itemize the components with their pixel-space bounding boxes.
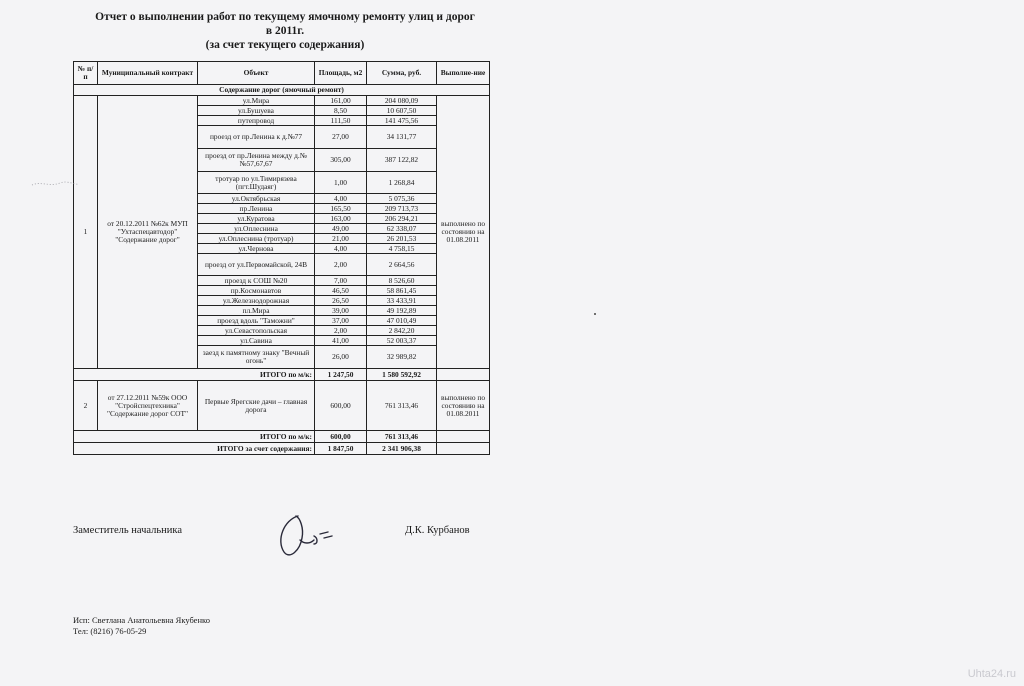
signature-name: Д.К. Курбанов <box>405 525 470 536</box>
sum-cell: 2 664,56 <box>367 254 437 276</box>
header-num: № п/п <box>74 62 98 85</box>
area-cell: 165,50 <box>315 204 367 214</box>
object-cell: пр.Космонавтов <box>198 286 315 296</box>
table-row <box>74 381 490 431</box>
header-contract: Муниципальный контракт <box>98 62 198 85</box>
object-cell: ул.Октябрьская <box>198 194 315 204</box>
sum-cell: 62 338,07 <box>367 224 437 234</box>
area-cell: 161,00 <box>315 96 367 106</box>
sum-cell: 49 192,89 <box>367 306 437 316</box>
header-sum: Сумма, руб. <box>367 62 437 85</box>
contract1-total-label: ИТОГО по м/к: <box>74 369 315 381</box>
object-cell: тротуар по ул.Тимирязева (пгт.Шудаяг) <box>198 172 315 194</box>
sum-cell: 5 075,36 <box>367 194 437 204</box>
sum-cell: 10 607,50 <box>367 106 437 116</box>
object-cell: ул.Чернова <box>198 244 315 254</box>
object-cell: ул.Железнодорожная <box>198 296 315 306</box>
section-row <box>74 85 490 96</box>
sum-cell: 141 475,56 <box>367 116 437 126</box>
header-row <box>74 62 490 85</box>
scan-dot <box>594 313 596 315</box>
sum-cell: 387 122,82 <box>367 149 437 172</box>
area-cell: 1,00 <box>315 172 367 194</box>
sum-cell: 58 861,45 <box>367 286 437 296</box>
area-cell: 26,00 <box>315 346 367 369</box>
area-cell: 8,50 <box>315 106 367 116</box>
object-cell: пл.Мира <box>198 306 315 316</box>
header-area: Площадь, м2 <box>315 62 367 85</box>
header-object: Объект <box>198 62 315 85</box>
object-cell: проезд от пр.Ленина между д.№№57,67,67 <box>198 149 315 172</box>
area-cell: 27,00 <box>315 126 367 149</box>
executor-name: Исп: Светлана Анатольевна Якубенко <box>73 615 210 625</box>
area-cell: 49,00 <box>315 224 367 234</box>
handwritten-signature <box>270 510 350 560</box>
area-cell: 7,00 <box>315 276 367 286</box>
scan-smudge <box>30 175 80 195</box>
contract2-total-sum: 761 313,46 <box>367 431 437 443</box>
object-cell: пр.Ленина <box>198 204 315 214</box>
area-cell: 111,50 <box>315 116 367 126</box>
sum-cell: 209 713,73 <box>367 204 437 214</box>
sum-cell: 8 526,60 <box>367 276 437 286</box>
contract1-total-sum: 1 580 592,92 <box>367 369 437 381</box>
title-line-2: в 2011г. <box>265 25 305 37</box>
section-title: Содержание дорог (ямочный ремонт) <box>74 85 490 96</box>
grand-total-empty <box>437 443 490 455</box>
sum-cell: 1 268,84 <box>367 172 437 194</box>
contract1-contract: от 20.12.2011 №62к МУП "Ухтаспецавтодор" "Содержание дорог" <box>98 96 198 369</box>
area-cell: 37,00 <box>315 316 367 326</box>
report-title <box>60 10 510 52</box>
sum-cell: 206 294,21 <box>367 214 437 224</box>
area-cell: 2,00 <box>315 326 367 336</box>
contract2-total-label: ИТОГО по м/к: <box>74 431 315 443</box>
object-cell: проезд к СОШ №20 <box>198 276 315 286</box>
area-cell: 46,50 <box>315 286 367 296</box>
object-cell: заезд к памятному знаку "Вечный огонь" <box>198 346 315 369</box>
object-cell: ул.Севастопольская <box>198 326 315 336</box>
sum-cell: 204 080,09 <box>367 96 437 106</box>
contract2-total-area: 600,00 <box>315 431 367 443</box>
area-cell: 305,00 <box>315 149 367 172</box>
contract2-sum: 761 313,46 <box>367 381 437 431</box>
object-cell: проезд вдоль "Таможни" <box>198 316 315 326</box>
table-row <box>74 96 490 106</box>
executor-phone: Тел: (8216) 76-05-29 <box>73 626 147 636</box>
object-cell: ул.Мира <box>198 96 315 106</box>
contract2-object: Первые Ярегские дачи – главная дорога <box>198 381 315 431</box>
object-cell: ул.Бушуева <box>198 106 315 116</box>
title-line-1: Отчет о выполнении работ по текущему ямочному ремонту улиц и дорог <box>95 11 475 23</box>
area-cell: 163,00 <box>315 214 367 224</box>
contract1-total-area: 1 247,50 <box>315 369 367 381</box>
area-cell: 41,00 <box>315 336 367 346</box>
sum-cell: 26 201,53 <box>367 234 437 244</box>
executor-info <box>73 615 210 637</box>
contract2-total-row <box>74 431 490 443</box>
sum-cell: 4 758,15 <box>367 244 437 254</box>
header-status: Выполне-ние <box>437 62 490 85</box>
watermark: Uhta24.ru <box>967 668 1016 680</box>
signature-position: Заместитель начальника <box>73 525 183 536</box>
sum-cell: 47 010,49 <box>367 316 437 326</box>
contract1-total-row <box>74 369 490 381</box>
object-cell: проезд от пр.Ленина к д.№77 <box>198 126 315 149</box>
area-cell: 4,00 <box>315 244 367 254</box>
object-cell: путепровод <box>198 116 315 126</box>
area-cell: 21,00 <box>315 234 367 244</box>
sum-cell: 34 131,77 <box>367 126 437 149</box>
contract1-total-empty <box>437 369 490 381</box>
sum-cell: 52 003,37 <box>367 336 437 346</box>
area-cell: 4,00 <box>315 194 367 204</box>
report-table <box>73 61 490 455</box>
contract2-area: 600,00 <box>315 381 367 431</box>
contract1-status: выполнено по состоянию на 01.08.2011 <box>437 96 490 369</box>
title-line-3: (за счет текущего содержания) <box>205 39 365 51</box>
grand-total-area: 1 847,50 <box>315 443 367 455</box>
object-cell: ул.Оплеснина <box>198 224 315 234</box>
contract2-contract: от 27.12.2011 №59к ООО "Стройспецтехника" "Содержание дорог СОТ" <box>98 381 198 431</box>
contract2-num: 2 <box>74 381 98 431</box>
object-cell: ул.Оплеснина (тротуар) <box>198 234 315 244</box>
object-cell: ул.Савина <box>198 336 315 346</box>
grand-total-sum: 2 341 906,38 <box>367 443 437 455</box>
sum-cell: 33 433,91 <box>367 296 437 306</box>
contract2-status: выполнено по состоянию на 01.08.2011 <box>437 381 490 431</box>
contract2-total-empty <box>437 431 490 443</box>
grand-total-label: ИТОГО за счет содержания: <box>74 443 315 455</box>
area-cell: 26,50 <box>315 296 367 306</box>
grand-total-row <box>74 443 490 455</box>
area-cell: 39,00 <box>315 306 367 316</box>
sum-cell: 32 989,82 <box>367 346 437 369</box>
contract1-num: 1 <box>74 96 98 369</box>
object-cell: проезд от ул.Первомайской, 24В <box>198 254 315 276</box>
area-cell: 2,00 <box>315 254 367 276</box>
object-cell: ул.Куратова <box>198 214 315 224</box>
sum-cell: 2 842,20 <box>367 326 437 336</box>
